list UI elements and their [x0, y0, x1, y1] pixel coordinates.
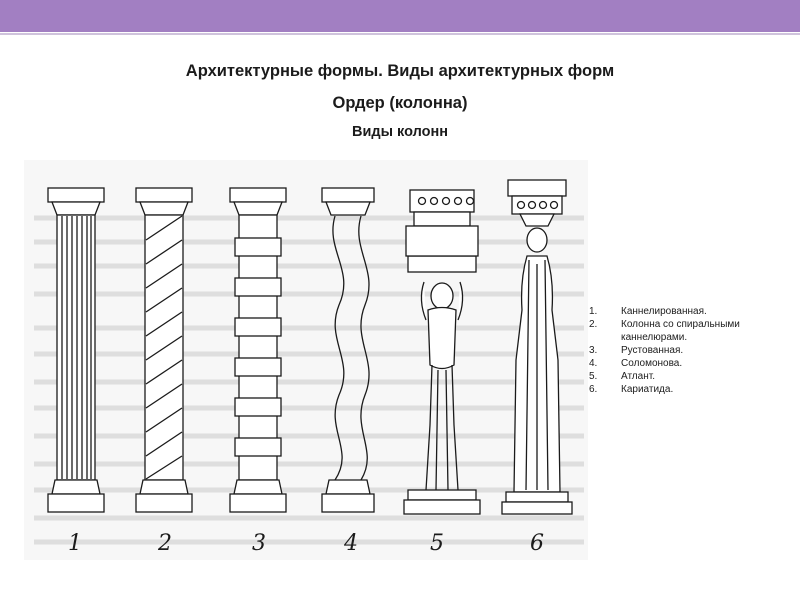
legend-item	[589, 357, 794, 370]
background-text-lines	[34, 218, 584, 542]
legend-item	[589, 305, 794, 318]
legend-item	[589, 318, 794, 344]
legend-item	[589, 383, 794, 396]
legend-number: 2.	[589, 319, 598, 330]
legend-number: 1.	[589, 306, 598, 317]
legend-text: Атлант.	[621, 371, 655, 382]
label-1: 1	[68, 531, 82, 556]
label-6: 6	[530, 531, 544, 556]
fluted-column	[48, 188, 104, 512]
legend-item	[589, 370, 794, 383]
rusticated-column	[230, 188, 286, 512]
label-5: 5	[430, 531, 444, 556]
legend-number: 5.	[589, 371, 598, 382]
column-types-legend	[589, 305, 794, 396]
legend-text: Соломонова.	[621, 358, 683, 369]
section-heading: Виды колонн	[352, 124, 448, 140]
top-accent-bar	[0, 0, 800, 32]
legend-text: Кариатида.	[621, 384, 674, 395]
top-divider	[0, 33, 800, 35]
spiral-fluted-column	[136, 188, 192, 512]
legend-text: Каннелированная.	[621, 306, 707, 317]
slide-subtitle: Ордер (колонна)	[332, 94, 468, 112]
label-3: 3	[252, 531, 266, 556]
legend-number: 6.	[589, 384, 598, 395]
label-2: 2	[158, 531, 172, 556]
legend-item	[589, 344, 794, 357]
column-types-figure	[24, 160, 588, 560]
legend-text: Рустованная.	[621, 345, 684, 356]
legend-text: Колонна со спиральными каннелюрами.	[621, 319, 740, 343]
legend-number: 4.	[589, 358, 598, 369]
legend-number: 3.	[589, 345, 598, 356]
slide-title: Архитектурные формы. Виды архитектурных форм	[185, 62, 615, 80]
label-4: 4	[344, 531, 358, 556]
